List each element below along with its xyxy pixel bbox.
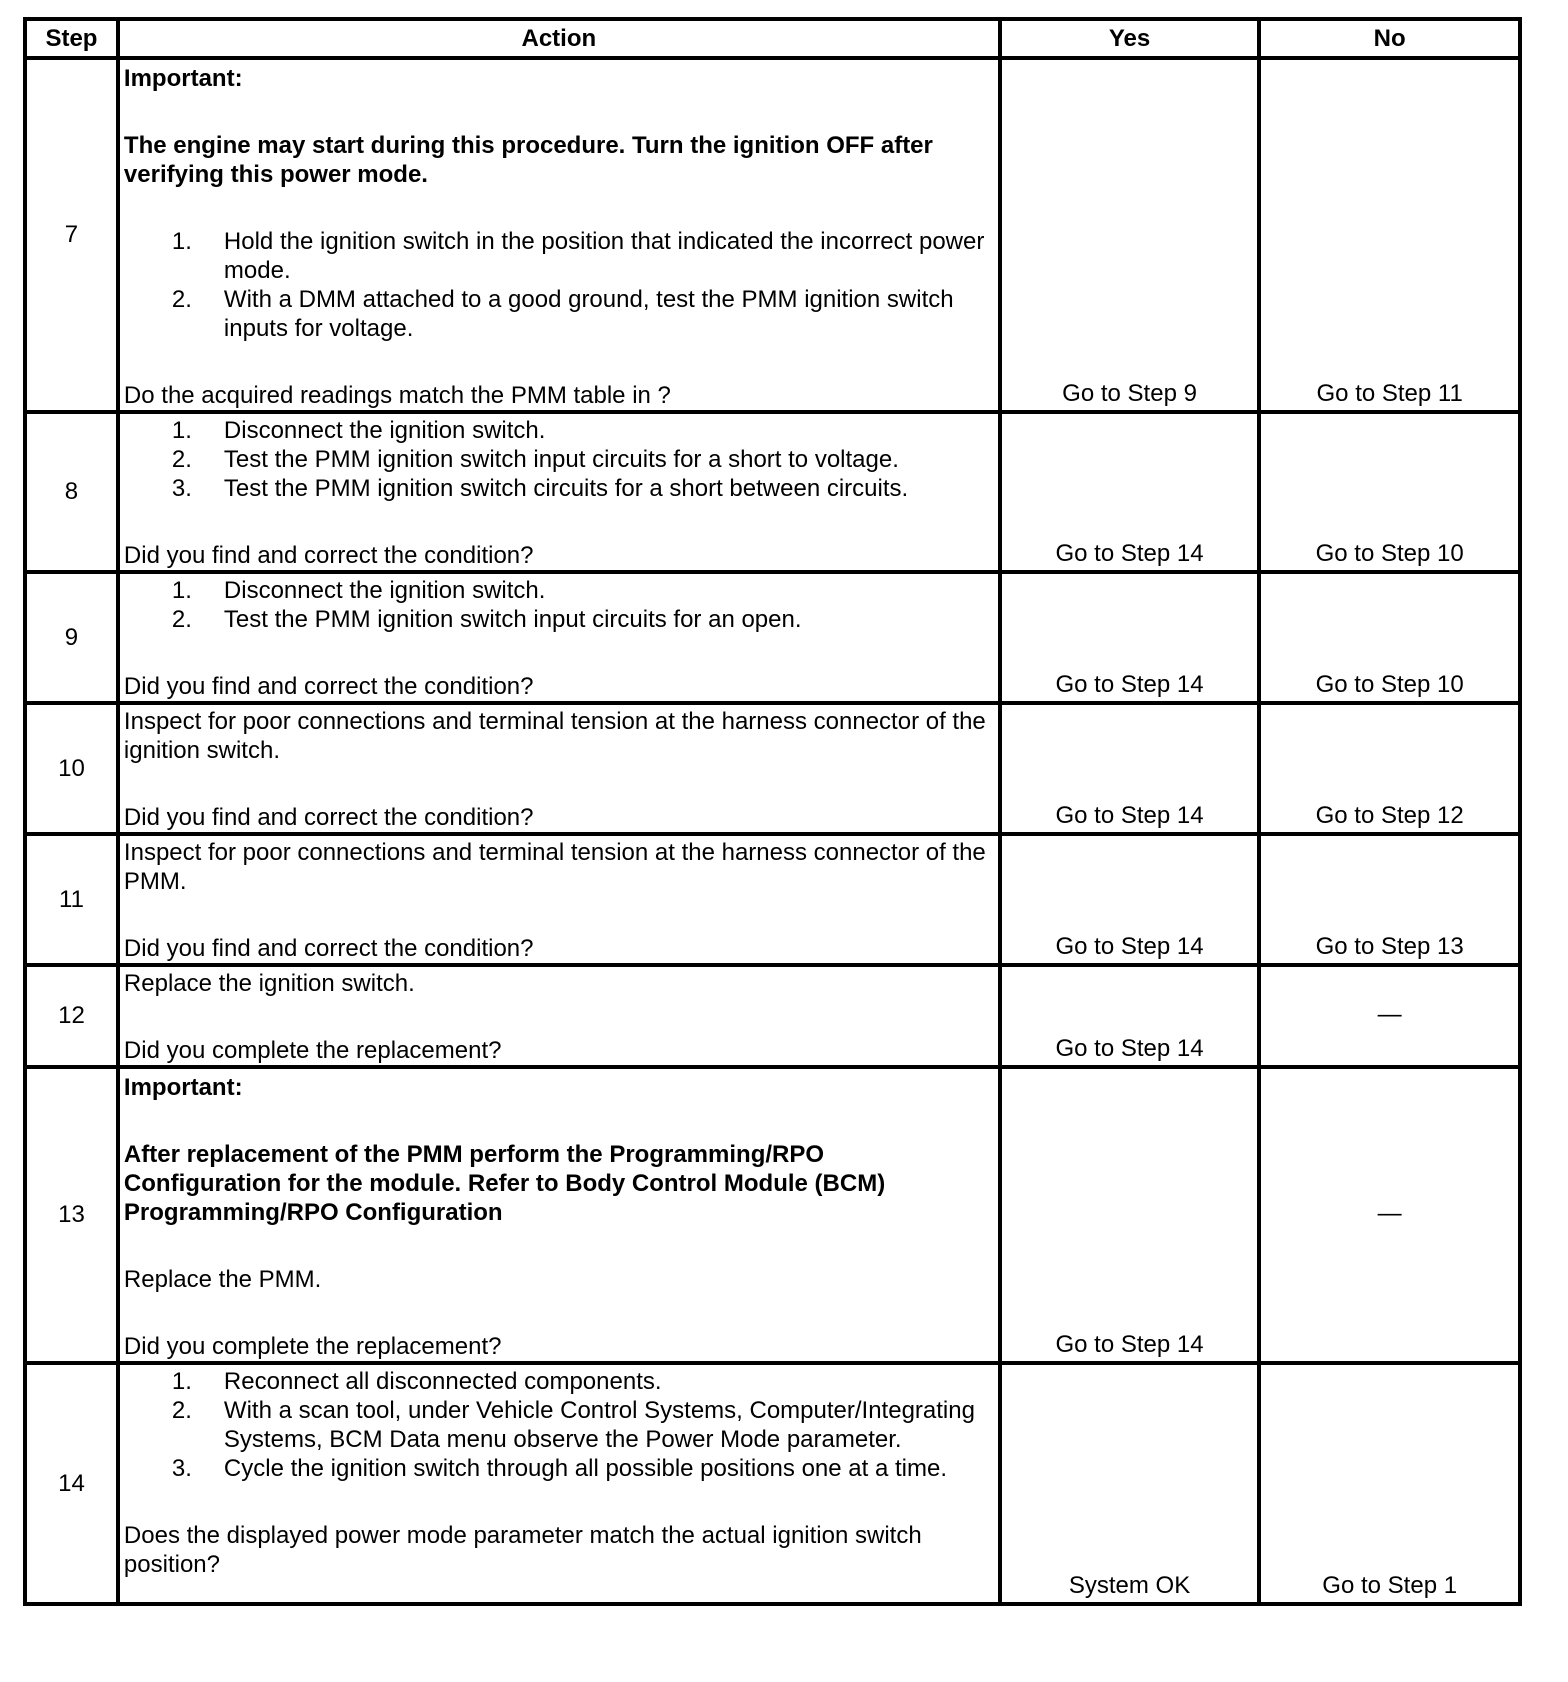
step-number: 7 bbox=[25, 58, 118, 412]
table-row bbox=[25, 703, 1520, 834]
table-row bbox=[25, 572, 1520, 703]
action-list bbox=[124, 227, 988, 343]
table-row bbox=[25, 1363, 1520, 1604]
action-cell bbox=[118, 703, 1000, 834]
step-number: 14 bbox=[25, 1363, 118, 1604]
yes-result: Go to Step 14 bbox=[1000, 703, 1260, 834]
yes-result: System OK bbox=[1000, 1363, 1260, 1604]
list-item: 1. Disconnect the ignition switch. bbox=[171, 577, 546, 604]
table-header-row bbox=[25, 19, 1520, 58]
important-text: After replacement of the PMM perform the Programming/RPO Configuration for the module. Refer to Body Control Module (BCM) Programming/RPO Configuration bbox=[123, 1141, 886, 1226]
yes-result: Go to Step 14 bbox=[1000, 965, 1260, 1067]
yes-result: Go to Step 14 bbox=[1000, 572, 1260, 703]
list-item: 3. Cycle the ignition switch through all possible positions one at a time. bbox=[171, 1455, 947, 1482]
action-list bbox=[124, 576, 988, 634]
action-text: Inspect for poor connections and terminal tension at the harness connector of the ignition switch. bbox=[123, 708, 986, 764]
action-list bbox=[124, 416, 988, 503]
step-number: 11 bbox=[25, 834, 118, 965]
table-row bbox=[25, 965, 1520, 1067]
header-action: Action bbox=[118, 19, 1000, 58]
table-row bbox=[25, 1067, 1520, 1363]
step-number: 13 bbox=[25, 1067, 118, 1363]
step-number: 10 bbox=[25, 703, 118, 834]
important-text: The engine may start during this procedure. Turn the ignition OFF after verifying this power mode. bbox=[123, 132, 933, 188]
list-item: 2. Test the PMM ignition switch input circuits for a short to voltage. bbox=[171, 446, 899, 473]
action-cell bbox=[118, 412, 1000, 572]
diagnostic-table bbox=[23, 17, 1522, 1606]
important-label: Important: bbox=[123, 1074, 243, 1101]
action-cell bbox=[118, 834, 1000, 965]
action-text: Inspect for poor connections and terminal tension at the harness connector of the PMM. bbox=[123, 839, 986, 895]
list-item: 1. Disconnect the ignition switch. bbox=[171, 417, 546, 444]
step-number: 8 bbox=[25, 412, 118, 572]
question-text: Did you find and correct the condition? bbox=[123, 673, 534, 700]
list-item: 2. With a scan tool, under Vehicle Control Systems, Computer/Integrating Systems, BCM Data menu observe the Power Mode parameter. bbox=[171, 1397, 975, 1453]
question-text: Did you find and correct the condition? bbox=[123, 804, 534, 831]
list-item: 2. With a DMM attached to a good ground, test the PMM ignition switch inputs for voltage. bbox=[171, 286, 954, 342]
table-row bbox=[25, 58, 1520, 412]
header-no: No bbox=[1259, 19, 1520, 58]
no-result: — bbox=[1259, 965, 1520, 1067]
question-text: Did you find and correct the condition? bbox=[123, 542, 534, 569]
yes-result: Go to Step 9 bbox=[1000, 58, 1260, 412]
no-result: Go to Step 11 bbox=[1259, 58, 1520, 412]
action-cell bbox=[118, 58, 1000, 412]
no-result: Go to Step 1 bbox=[1259, 1363, 1520, 1604]
list-item: 2. Test the PMM ignition switch input circuits for an open. bbox=[171, 606, 802, 633]
yes-result: Go to Step 14 bbox=[1000, 1067, 1260, 1363]
step-number: 12 bbox=[25, 965, 118, 1067]
action-cell bbox=[118, 572, 1000, 703]
action-cell bbox=[118, 1363, 1000, 1604]
list-item: 3. Test the PMM ignition switch circuits for a short between circuits. bbox=[171, 475, 909, 502]
list-item: 1. Reconnect all disconnected components. bbox=[171, 1368, 662, 1395]
action-text: Replace the PMM. bbox=[123, 1266, 322, 1293]
question-text: Did you complete the replacement? bbox=[123, 1333, 502, 1360]
yes-result: Go to Step 14 bbox=[1000, 412, 1260, 572]
no-result: Go to Step 10 bbox=[1259, 572, 1520, 703]
important-label: Important: bbox=[123, 65, 243, 92]
no-result: Go to Step 13 bbox=[1259, 834, 1520, 965]
question-text: Did you complete the replacement? bbox=[123, 1037, 502, 1064]
no-result: Go to Step 10 bbox=[1259, 412, 1520, 572]
header-step: Step bbox=[25, 19, 118, 58]
action-cell bbox=[118, 965, 1000, 1067]
header-yes: Yes bbox=[1000, 19, 1260, 58]
no-result: Go to Step 12 bbox=[1259, 703, 1520, 834]
yes-result: Go to Step 14 bbox=[1000, 834, 1260, 965]
question-text: Do the acquired readings match the PMM table in ? bbox=[123, 382, 671, 409]
action-text: Replace the ignition switch. bbox=[123, 970, 415, 997]
table-row bbox=[25, 834, 1520, 965]
action-list bbox=[124, 1367, 988, 1483]
question-text: Did you find and correct the condition? bbox=[123, 935, 534, 962]
question-text: Does the displayed power mode parameter match the actual ignition switch position? bbox=[123, 1522, 922, 1578]
table-row bbox=[25, 412, 1520, 572]
action-cell bbox=[118, 1067, 1000, 1363]
no-result: — bbox=[1259, 1067, 1520, 1363]
list-item: 1. Hold the ignition switch in the position that indicated the incorrect power mode. bbox=[171, 228, 985, 284]
step-number: 9 bbox=[25, 572, 118, 703]
